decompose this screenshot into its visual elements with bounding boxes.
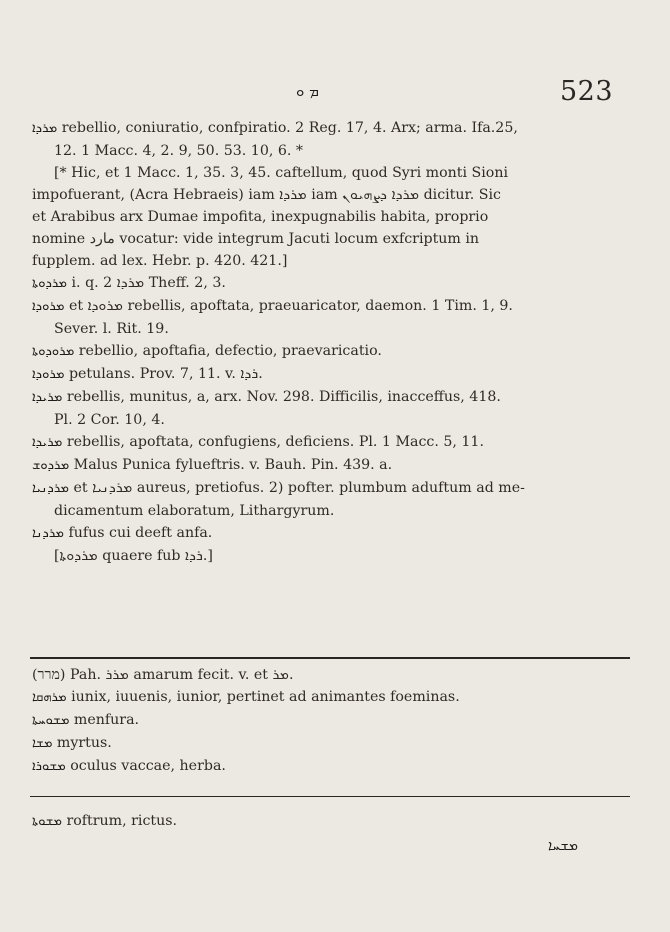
dictionary-entry-line <box>32 545 637 567</box>
syriac-headword: ܡܫܐ <box>32 736 53 751</box>
entry-definition: [* Hic, et 1 Macc. 1, 35. 3, 45. caftellum, quod Syri monti Sioni <box>54 165 508 181</box>
entry-section <box>32 117 637 567</box>
dictionary-entry-line <box>32 477 637 500</box>
dictionary-entry-line <box>32 184 637 206</box>
entry-definition: rebellis, apoftata, confugiens, deficiens. Pl. 1 Macc. 5, 11. <box>62 434 484 450</box>
entry-definition: fufus cui deeft anfa. <box>63 525 213 541</box>
entry-definition: et Arabibus arx Dumae impofita, inexpugnabilis habita, proprio <box>32 209 489 225</box>
section-separator <box>30 796 630 797</box>
dictionary-entry-line <box>32 140 637 162</box>
dictionary-entry-line <box>32 250 637 272</box>
entry-definition: i. q. ܡܪܕܐ 2 Theff. 2, 3. <box>67 275 226 291</box>
entry-definition: rebellis, munitus, a, arx. Nov. 298. Difficilis, inacceffus, 418. <box>62 389 501 405</box>
catchword: ܡܫܚܐ <box>548 838 579 854</box>
entry-definition: rebellio, coniuratio, confpiratio. 2 Reg. 17, 4. Arx; arma. Ifa.25, <box>57 120 518 136</box>
running-head-letters: ܡ ܘ <box>296 82 319 100</box>
entry-definition: Pl. 2 Cor. 10, 4. <box>54 412 165 428</box>
syriac-headword: ܡܪܝܕܐ <box>32 390 63 405</box>
entry-definition: Sever. l. Rit. 19. <box>54 321 169 337</box>
dictionary-entry-line <box>32 810 637 833</box>
dictionary-entry-line <box>32 500 637 522</box>
entry-definition: Malus Punica fylueftris. v. Bauh. Pin. 439. a. <box>69 457 393 473</box>
syriac-headword: ܡܪܕܘܬܐ <box>32 276 67 291</box>
syriac-headword: ܡܪܘܕܐ <box>32 299 65 314</box>
entry-definition: rebellio, apoftafia, defectio, praevaricatio. <box>74 343 382 359</box>
entry-definition: dicamentum elaboratum, Lithargyrum. <box>54 503 335 519</box>
syriac-headword: ܡܪܕܢܝܐ <box>32 481 69 496</box>
entry-definition: 12. 1 Macc. 4, 2. 9, 50. 53. 10, 6. * <box>54 143 304 159</box>
syriac-headword: ܡܫܘܪܐ <box>32 759 66 774</box>
dictionary-entry-line <box>32 454 637 477</box>
dictionary-entry-line <box>32 431 637 454</box>
dictionary-entry-line <box>32 409 637 431</box>
syriac-headword: ܡܫܘܬܐ <box>32 814 62 829</box>
dictionary-entry-line <box>32 340 637 363</box>
syriac-headword: ܡܪܗܩܐ <box>32 690 67 705</box>
dictionary-entry-line <box>32 732 637 755</box>
dictionary-entry-line <box>32 117 637 140</box>
dictionary-entry-line <box>32 228 637 250</box>
dictionary-entry-line <box>32 709 637 732</box>
syriac-headword: ܡܪܘܕܐ <box>32 367 65 382</box>
dictionary-entry-line <box>32 272 637 295</box>
dictionary-entry-line <box>32 686 637 709</box>
dictionary-entry-line <box>32 318 637 340</box>
entry-definition: petulans. Prov. 7, 11. v. ܪܕܐ. <box>64 366 263 382</box>
syriac-headword: ܡܫܘܚܬܐ <box>32 713 70 728</box>
entry-definition: impofuerant, (Acra Hebraeis) iam ܡܪܕܐ iam ܡܪܕܐ ܕܨܗܝܘܢ dicitur. Sic <box>32 187 501 203</box>
entry-definition: fupplem. ad lex. Hebr. p. 420. 421.] <box>32 253 288 269</box>
entry-definition: et ܡܪܘܕܐ rebellis, apoftata, praeuaricator, daemon. 1 Tim. 1, 9. <box>64 298 513 314</box>
page-header <box>0 78 670 108</box>
entry-definition: roftrum, rictus. <box>61 813 178 829</box>
entry-definition: iunix, iuuenis, iunior, pertinet ad animantes foeminas. <box>66 689 460 705</box>
entry-definition: et ܡܪܕܢܝܐ aureus, pretiofus. 2) pofter. plumbum aduftum ad me- <box>68 480 525 496</box>
dictionary-entry-line <box>32 206 637 228</box>
dictionary-entry-line <box>32 386 637 409</box>
syriac-headword: ܡܪܘܕܘܬܐ <box>32 344 75 359</box>
entry-definition: (מרר) Pah. ܡܪܪ amarum fecit. v. et ܡܪ. <box>32 667 294 683</box>
syriac-headword: ܡܪܝܕܐ <box>32 435 63 450</box>
entry-section <box>32 664 637 778</box>
syriac-headword: ܡܪܕܘܫ <box>32 458 70 473</box>
dictionary-entry-line <box>32 522 637 545</box>
section-separator <box>30 657 630 659</box>
dictionary-entry-line <box>32 162 637 184</box>
dictionary-entry-line <box>32 755 637 778</box>
entry-definition: menfura. <box>69 712 140 728</box>
dictionary-entry-line <box>32 295 637 318</box>
dictionary-entry-line <box>32 363 637 386</box>
entry-definition: myrtus. <box>52 735 112 751</box>
entry-definition: oculus vaccae, herba. <box>65 758 226 774</box>
page-number: 523 <box>560 76 614 107</box>
syriac-headword: ܡܪܕܐ <box>32 121 58 136</box>
syriac-headword: ܡܪܕܢܐ <box>32 526 64 541</box>
entry-definition: [ܡܪܕܘܬܐ quaere fub ܪܕܐ.] <box>54 548 213 564</box>
dictionary-entry-line <box>32 664 637 686</box>
entry-section <box>32 810 637 833</box>
entry-definition: nomine مارد vocatur: vide integrum Jacuti locum exfcriptum in <box>32 231 480 247</box>
